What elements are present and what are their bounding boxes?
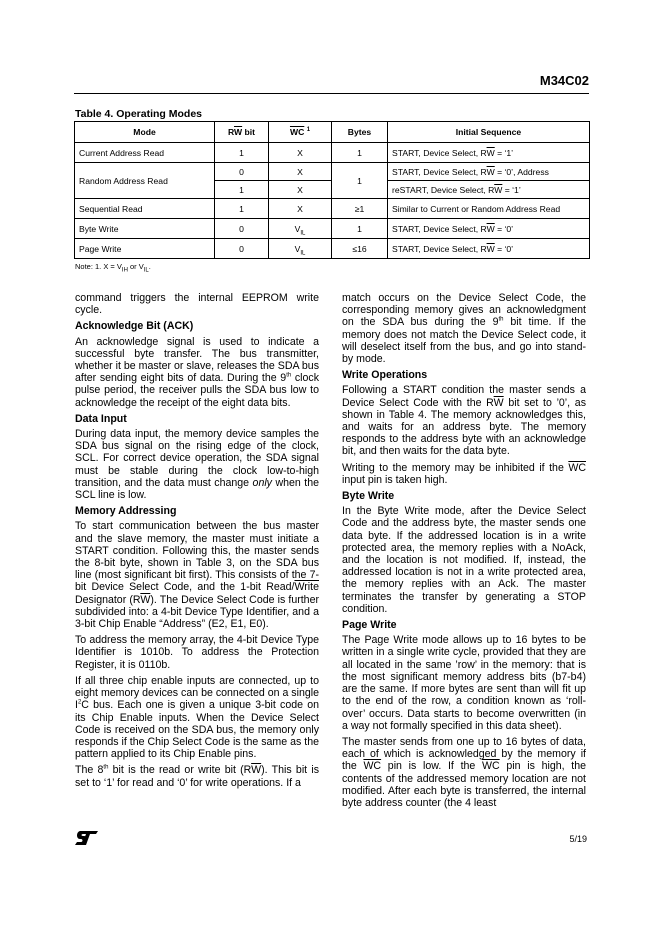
wc-sub: IL bbox=[300, 250, 306, 257]
seq-pre: reSTART, Device Select, R bbox=[392, 184, 495, 195]
page-number: 5/19 bbox=[569, 834, 587, 844]
cell-rw: 0 bbox=[215, 239, 269, 259]
header-rw-r: R bbox=[227, 127, 235, 137]
cell-sequence bbox=[388, 181, 590, 199]
paragraph: In the Byte Write mode, after the Device Select Code and the address byte, the master sends one data byte. If the addressed location is in a write protected area, the memory replies with a NoAck, and the location is not modified. If, instead, the addressed location is not in a write protected area, the memory replies with an Ack. The master terminates the transfer by generating a STOP condition. bbox=[342, 505, 586, 615]
cell-mode: Byte Write bbox=[75, 219, 215, 239]
cell-sequence bbox=[388, 239, 590, 259]
document-title: M34C02 bbox=[539, 73, 589, 88]
seq-pre: START, Device Select, R bbox=[392, 223, 487, 234]
header-wc bbox=[269, 122, 332, 143]
paragraph: The 8th bit is the read or write bit $(R\overline{W})$. This bit is set to ‘1’ for read and ‘0’ for write operations. If a bbox=[75, 764, 320, 789]
cell-mode: Page Write bbox=[75, 239, 215, 259]
paragraph: If all three chip enable inputs are connected, up to eight memory devices can be connected on a single $I^2C$ bus. Each one is given a unique 3-bit code on its Chip Enable inputs. When the Device Select Code is received on the SDA bus, the memory only responds if the Chip Select Code is the same as the pattern applied to its Chip Enable pins. bbox=[75, 674, 319, 761]
seq-post: = ‘1’ bbox=[502, 184, 521, 195]
seq-w: $\overline{W}$ bbox=[486, 147, 495, 158]
seq-post: = ‘0’, Address bbox=[494, 166, 549, 177]
cell-sequence bbox=[388, 163, 590, 181]
header-rw-bit-label: bit bbox=[242, 127, 256, 137]
wc-v: V bbox=[294, 223, 301, 234]
cell-rw: 1 bbox=[215, 181, 269, 199]
paragraph: Following a START condition the master sends a Device Select Code with the $R\overline{W}$ bit set to ’0’, as shown in Table 4. The memory acknowledges this, and waits for an address byte. The memory responds to the address byte with an acknowledge bit, and then waits for the data byte. bbox=[342, 384, 586, 458]
paragraph: To address the memory array, the 4-bit Device Type Identifier is 1010b. To address the Protection Register, it is 0110b. bbox=[75, 634, 319, 671]
heading-data-input: Data Input bbox=[75, 412, 127, 425]
header-rw-w: $\overline{W}$ bbox=[234, 127, 243, 137]
seq-pre: START, Device Select, R bbox=[392, 166, 487, 177]
table-header-row bbox=[75, 122, 590, 143]
cell-bytes: 1 bbox=[332, 143, 388, 163]
paragraph: command triggers the internal EEPROM write cycle. bbox=[75, 292, 319, 317]
cell-wc: X bbox=[269, 181, 332, 199]
cell-rw: 0 bbox=[215, 163, 269, 181]
seq-pre: START, Device Select, R bbox=[392, 147, 487, 158]
cell-wc bbox=[269, 219, 332, 239]
seq-w: $\overline{W}$ bbox=[486, 166, 495, 177]
seq-w: $\overline{W}$ bbox=[494, 184, 503, 195]
seq-post: = ‘0’ bbox=[494, 223, 514, 234]
seq-pre: START, Device Select, R bbox=[392, 243, 487, 254]
cell-rw: 0 bbox=[215, 219, 269, 239]
cell-bytes: 1 bbox=[332, 163, 388, 199]
table-row bbox=[75, 163, 590, 181]
cell-mode: Sequential Read bbox=[75, 199, 215, 219]
header-rw-bit bbox=[215, 122, 269, 143]
header-rule bbox=[74, 93, 589, 94]
seq-post: = ‘0’ bbox=[494, 243, 514, 254]
cell-wc: X bbox=[269, 199, 332, 219]
table-row bbox=[75, 239, 590, 259]
paragraph: match occurs on the Device Select Code, the corresponding memory gives an acknowledgment on the SDA bus during the 9th bit time. If the memory does not match the Device Select code, it will deselect itself from the bus, and go into stand-by mode. bbox=[342, 292, 586, 366]
left-column bbox=[75, 292, 319, 793]
paragraph: The Page Write mode allows up to 16 bytes to be written in a single write cycle, provided that they are all located in the same ’row’ in the memory: that is the most significant memory address bits (b7-b4) are the same. If more bytes are sent than will fit up to the end of the row, a condition known as ‘roll-over’ occurs. Data starts to become overwritten (in a way not formally specified in this data sheet). bbox=[342, 634, 586, 732]
cell-bytes: ≥1 bbox=[332, 199, 388, 219]
heading-page-write: Page Write bbox=[342, 619, 397, 632]
header-wc-label: $\overline{WC}$ bbox=[289, 127, 305, 137]
cell-sequence bbox=[388, 143, 590, 163]
header-initial-sequence: Initial Sequence bbox=[388, 122, 590, 143]
right-column bbox=[342, 292, 586, 813]
cell-sequence: Similar to Current or Random Address Read bbox=[388, 199, 590, 219]
table-row bbox=[75, 219, 590, 239]
st-logo-icon bbox=[74, 830, 100, 851]
cell-wc: X bbox=[269, 163, 332, 181]
table-row bbox=[75, 199, 590, 219]
cell-bytes: 1 bbox=[332, 219, 388, 239]
cell-rw: 1 bbox=[215, 199, 269, 219]
table-caption: Table 4. Operating Modes bbox=[75, 108, 202, 120]
seq-w: $\overline{W}$ bbox=[486, 223, 495, 234]
cell-bytes: ≤16 bbox=[332, 239, 388, 259]
paragraph: To start communication between the bus master and the slave memory, the master must initiate a START condition. Following this, the master sends the 8-bit byte, shown in Table 3, on the SDA bus line (most significant bit first). This consists of the 7-bit Device Select Code, and the 1-bit Read/Write Designator $(R\overline{W})$. The Device Select Code is further subdivided into: a 4-bit Device Type Identifier, and a 3-bit Chip Enable “Address” (E2, E1, E0). bbox=[75, 520, 319, 631]
paragraph: Writing to the memory may be inhibited if the $\overline{WC}$ input pin is taken high. bbox=[342, 461, 586, 486]
cell-wc: X bbox=[269, 143, 332, 163]
wc-v: V bbox=[294, 243, 301, 254]
paragraph: An acknowledge signal is used to indicate a successful byte transfer. The bus transmitter, whether it be master or slave, releases the SDA bus after sending eight bits of data. During the 9th clock pulse period, the receiver pulls the SDA bus low to acknowledge the receipt of the eight data bits. bbox=[75, 335, 319, 409]
wc-sub: IL bbox=[300, 230, 306, 237]
table-row bbox=[75, 143, 590, 163]
cell-mode: Random Address Read bbox=[75, 163, 215, 199]
heading-memory-addressing: Memory Addressing bbox=[75, 505, 177, 518]
header-bytes: Bytes bbox=[332, 122, 388, 143]
heading-byte-write: Byte Write bbox=[342, 490, 395, 503]
cell-sequence bbox=[388, 219, 590, 239]
cell-wc bbox=[269, 239, 332, 259]
seq-post: = ‘1’ bbox=[494, 147, 514, 158]
heading-acknowledge-bit: Acknowledge Bit (ACK) bbox=[75, 320, 194, 333]
cell-rw: 1 bbox=[215, 143, 269, 163]
cell-mode: Current Address Read bbox=[75, 143, 215, 163]
heading-write-operations: Write Operations bbox=[342, 369, 428, 382]
header-wc-note: 1 bbox=[306, 127, 311, 134]
header-mode: Mode bbox=[75, 122, 215, 143]
seq-w: $\overline{W}$ bbox=[486, 243, 495, 254]
paragraph: The master sends from one up to 16 bytes of data, each of which is acknowledged by the memory if the $\overline{WC}$ pin is low. If the $\overline{WC}$ pin is high, the contents of the addressed memory location are not modified. After each byte is transferred, the internal byte address counter (the 4 least bbox=[342, 735, 586, 809]
table-note: Note: 1. $X = V_{IH}$ or $V_{IL}$. bbox=[75, 262, 151, 274]
paragraph: During data input, the memory device samples the SDA bus signal on the rising edge of the clock, SCL. For correct device operation, the SDA signal must be stable during the clock low-to-high transition, and the data must change only when the SCL line is low. bbox=[75, 428, 319, 502]
operating-modes-table bbox=[74, 121, 590, 259]
